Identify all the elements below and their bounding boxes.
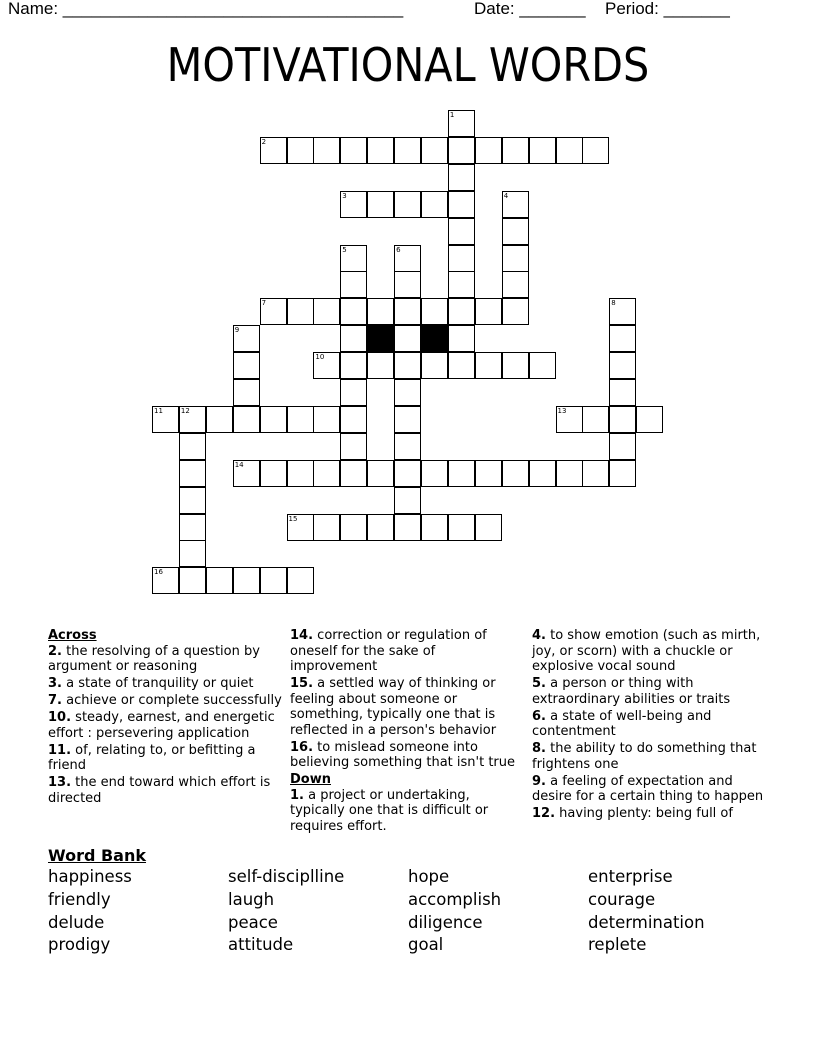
crossword-cell[interactable]: [582, 460, 609, 487]
word-bank-item: self-disciplline: [228, 867, 345, 886]
clue-number: 2: [261, 137, 267, 146]
crossword-cell[interactable]: [340, 433, 367, 460]
crossword-cell[interactable]: [287, 406, 314, 433]
crossword-cell[interactable]: [394, 325, 421, 352]
crossword-cell[interactable]: [394, 379, 421, 406]
crossword-cell[interactable]: [340, 271, 367, 298]
clue-number: 8: [611, 299, 616, 308]
crossword-cell[interactable]: [502, 271, 529, 298]
crossword-cell[interactable]: [340, 325, 367, 352]
crossword-cell[interactable]: [394, 352, 421, 379]
word-bank-item: friendly: [48, 889, 111, 909]
clue-number: 5: [342, 245, 347, 254]
crossword-cell[interactable]: [421, 460, 448, 487]
crossword-cell[interactable]: [367, 298, 394, 325]
word-bank-item: peace: [228, 912, 278, 932]
crossword-cell[interactable]: [448, 245, 475, 272]
word-bank-item: accomplish: [408, 889, 502, 909]
word-bank-item: courage: [588, 889, 656, 909]
crossword-cell[interactable]: [179, 567, 206, 594]
clue-number: 4: [503, 191, 509, 200]
across-heading: Across: [48, 628, 97, 643]
crossword-cell[interactable]: [394, 271, 421, 298]
crossword-cell[interactable]: [340, 406, 367, 433]
crossword-cell[interactable]: [582, 406, 609, 433]
crossword-cell[interactable]: [287, 567, 314, 594]
crossword-cell[interactable]: [609, 325, 636, 352]
crossword-cell[interactable]: [448, 352, 475, 379]
crossword-cell[interactable]: [340, 298, 367, 325]
crossword-cell[interactable]: [448, 325, 475, 352]
across-clue: 2. the resolving of a question by argument or reasoning: [48, 643, 260, 674]
word-bank-title: Word Bank: [48, 846, 147, 865]
down-clue: 9. a feeling of expectation and desire for a certain thing to happen: [532, 773, 764, 804]
word-bank-item: enterprise: [588, 867, 673, 886]
clues-column-2: [290, 628, 526, 836]
word-bank-item: hope: [408, 867, 450, 886]
word-bank-item: attitude: [228, 935, 294, 955]
clues-column-3: [532, 628, 772, 823]
crossword-cell[interactable]: [448, 298, 475, 325]
down-heading: Down: [290, 772, 331, 787]
crossword-cell[interactable]: [529, 137, 556, 164]
crossword-cell[interactable]: [313, 460, 340, 487]
crossword-cell[interactable]: [287, 137, 314, 164]
crossword-cell[interactable]: [260, 460, 287, 487]
crossword-cell[interactable]: [233, 352, 260, 379]
down-clue: 8. the ability to do something that frightens one: [532, 741, 757, 772]
word-bank-item: delude: [48, 912, 105, 932]
word-bank-item: determination: [588, 912, 705, 932]
crossword-block-cell: [367, 325, 394, 352]
crossword-cell[interactable]: [448, 460, 475, 487]
crossword-cell[interactable]: [340, 352, 367, 379]
crossword-cell[interactable]: [394, 137, 421, 164]
down-clue: 6. a state of well-being and contentment: [532, 708, 712, 739]
crossword-cell[interactable]: [609, 433, 636, 460]
crossword-cell[interactable]: [367, 137, 394, 164]
crossword-cell[interactable]: [448, 164, 475, 191]
crossword-cell[interactable]: [394, 433, 421, 460]
down-clue: 5. a person or thing with extraordinary abilities or traits: [532, 676, 731, 707]
clue-number: 10: [315, 353, 325, 362]
crossword-cell[interactable]: [502, 218, 529, 245]
down-clue: 12. having plenty: being full of: [532, 806, 733, 821]
crossword-cell[interactable]: [260, 567, 287, 594]
crossword-cell[interactable]: [502, 298, 529, 325]
across-clue: 14. correction or regulation of oneself for the sake of improvement: [290, 628, 487, 674]
crossword-cell[interactable]: [475, 298, 502, 325]
clue-number: 16: [154, 568, 163, 577]
across-clue: 13. the end toward which effort is directed: [48, 775, 271, 806]
clue-number: 14: [234, 460, 244, 469]
word-bank-item: goal: [408, 935, 444, 955]
crossword-cell[interactable]: [502, 460, 529, 487]
clue-number: 11: [154, 406, 163, 415]
clue-number: 7: [261, 299, 267, 308]
crossword-cell[interactable]: [313, 298, 340, 325]
crossword-cell[interactable]: [502, 245, 529, 272]
crossword-cell[interactable]: [206, 567, 233, 594]
crossword-cell[interactable]: [475, 460, 502, 487]
crossword-cell[interactable]: [636, 406, 663, 433]
crossword-cell[interactable]: [179, 514, 206, 541]
page-title: MOTIVATIONAL WORDS: [166, 38, 650, 92]
crossword-cell[interactable]: [340, 460, 367, 487]
crossword-cell[interactable]: [502, 137, 529, 164]
crossword-cell[interactable]: [609, 406, 636, 433]
crossword-block-cell: [421, 325, 448, 352]
crossword-cell[interactable]: [206, 406, 233, 433]
date-field-label: Date: _______: [474, 0, 586, 18]
crossword-cell[interactable]: [179, 433, 206, 460]
crossword-cell[interactable]: [367, 352, 394, 379]
crossword-cell[interactable]: [556, 137, 583, 164]
crossword-cell[interactable]: [421, 137, 448, 164]
period-field-label: Period: _______: [605, 0, 730, 18]
crossword-cell[interactable]: [367, 514, 394, 541]
word-bank-item: diligence: [408, 912, 483, 932]
word-bank-item: laugh: [228, 889, 275, 909]
crossword-cell[interactable]: [340, 379, 367, 406]
crossword-cell[interactable]: [421, 514, 448, 541]
clue-number: 6: [396, 245, 401, 254]
crossword-cell[interactable]: [609, 460, 636, 487]
clue-number: 1: [449, 111, 455, 119]
across-clue: 15. a settled way of thinking or feeling about someone or something, typically one that is reflected in a person's behavior: [290, 676, 497, 738]
crossword-cell[interactable]: [367, 460, 394, 487]
crossword-cell[interactable]: [529, 352, 556, 379]
crossword-cell[interactable]: [367, 191, 394, 218]
crossword-cell[interactable]: [475, 514, 502, 541]
clue-number: 9: [234, 326, 240, 335]
crossword-cell[interactable]: [582, 137, 609, 164]
crossword-cell[interactable]: [448, 271, 475, 298]
crossword-cell[interactable]: [421, 352, 448, 379]
crossword-cell[interactable]: [179, 487, 206, 514]
crossword-cell[interactable]: [394, 298, 421, 325]
down-clue: 4. to show emotion (such as mirth, joy, or scorn) with a chuckle or explosive vocal sound: [532, 628, 761, 674]
clue-number: 3: [342, 191, 347, 200]
crossword-cell[interactable]: [448, 218, 475, 245]
crossword-cell[interactable]: [394, 514, 421, 541]
clues-column-1: [48, 628, 284, 808]
crossword-cell[interactable]: [609, 379, 636, 406]
crossword-cell[interactable]: [502, 352, 529, 379]
crossword-cell[interactable]: [340, 514, 367, 541]
crossword-cell[interactable]: [448, 137, 475, 164]
across-clue: 11. of, relating to, or befitting a friend: [48, 742, 256, 773]
crossword-cell[interactable]: [475, 137, 502, 164]
clue-number: 13: [557, 406, 567, 415]
crossword-cell[interactable]: [448, 514, 475, 541]
crossword-cell[interactable]: [421, 191, 448, 218]
crossword-cell[interactable]: [179, 460, 206, 487]
crossword-cell[interactable]: [556, 460, 583, 487]
crossword-cell[interactable]: [394, 191, 421, 218]
crossword-cell[interactable]: [313, 406, 340, 433]
crossword-cell[interactable]: [475, 352, 502, 379]
word-bank: [48, 866, 788, 957]
crossword-cell[interactable]: [313, 514, 340, 541]
across-clue: 7. achieve or complete successfully: [48, 693, 282, 708]
crossword-cell[interactable]: [287, 460, 314, 487]
down-clue: 1. a project or undertaking, typically one that is difficult or requires effort.: [290, 787, 489, 834]
crossword-cell[interactable]: [394, 406, 421, 433]
crossword-cell[interactable]: [529, 460, 556, 487]
crossword-cell[interactable]: [287, 298, 314, 325]
clue-number: 12: [180, 406, 190, 415]
crossword-cell[interactable]: [448, 191, 475, 218]
word-bank-item: prodigy: [48, 935, 111, 955]
across-clue: 16. to mislead someone into believing something that isn't true: [290, 739, 515, 770]
crossword-cell[interactable]: [179, 540, 206, 567]
crossword-cell[interactable]: [260, 406, 287, 433]
crossword-cell[interactable]: [340, 137, 367, 164]
crossword-cell[interactable]: [394, 460, 421, 487]
word-bank-item: happiness: [48, 867, 132, 886]
crossword-cell[interactable]: [233, 567, 260, 594]
clue-number: 15: [288, 514, 298, 523]
crossword-cell[interactable]: [394, 487, 421, 514]
name-field-label: Name: ____________________________________: [8, 0, 404, 18]
crossword-cell[interactable]: [233, 406, 260, 433]
crossword-cell[interactable]: [313, 137, 340, 164]
crossword-cell[interactable]: [421, 298, 448, 325]
word-bank-item: replete: [588, 935, 647, 955]
across-clue: 3. a state of tranquility or quiet: [48, 676, 254, 691]
across-clue: 10. steady, earnest, and energetic effort : persevering application: [48, 710, 275, 741]
crossword-cell[interactable]: [233, 379, 260, 406]
crossword-cell[interactable]: [609, 352, 636, 379]
